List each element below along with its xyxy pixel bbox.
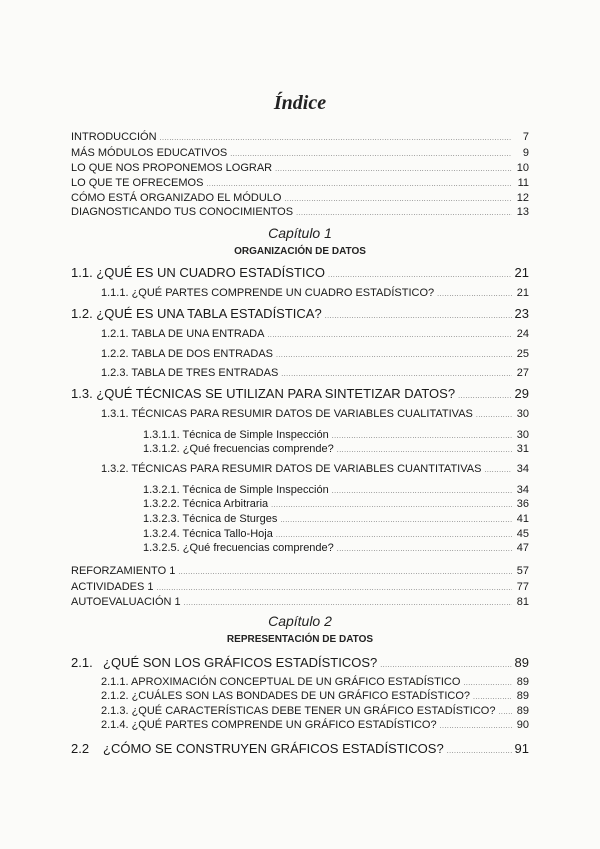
toc-entry-label: 1.2.2. TABLA DE DOS ENTRADAS [101,348,273,360]
toc-entry[interactable] [71,581,529,593]
toc-entry-page: 11 [517,177,529,189]
toc-entry-label: ¿CÓMO SE CONSTRUYEN GRÁFICOS ESTADÍSTICOS? [103,741,444,756]
leader-dots [230,151,512,158]
leader-dots [337,447,512,454]
leader-dots [184,600,512,607]
toc-entry-page: 89 [516,705,529,717]
toc-entry-page: 41 [516,513,529,525]
toc-entry-page: 57 [516,565,529,577]
toc-entry[interactable] [71,147,529,159]
chapter-heading: Capítulo 1 [268,225,332,241]
toc-entry-label: 1.3.2.3. Técnica de Sturges [143,513,278,525]
leader-dots [296,210,512,217]
toc-entry-page: 89 [516,676,529,688]
toc-entry-number: 2.1. [71,655,93,670]
toc-entry-label: AUTOEVALUACIÓN 1 [71,596,181,608]
toc-entry-page: 31 [516,443,529,455]
leader-dots [276,352,512,359]
leader-dots [473,694,512,701]
toc-entry[interactable] [71,265,529,280]
toc-entry-page: 89 [516,690,529,702]
toc-entry[interactable] [101,287,529,299]
toc-entry-page: 27 [516,367,529,379]
leader-dots [275,166,512,173]
chapter-subtitle: ORGANIZACIÓN DE DATOS [234,246,366,257]
chapter-heading: Capítulo 2 [268,613,332,629]
toc-entry-label: 1.3.2.4. Técnica Tallo-Hoja [143,528,273,540]
toc-entry-page: 21 [516,287,529,299]
leader-dots [206,181,512,188]
leader-dots [276,532,512,539]
toc-entry-label: 2.1.2. ¿CUÁLES SON LAS BONDADES DE UN GRÁFICO ESTADÍSTICO? [101,690,470,702]
toc-entry-label: 2.1.4. ¿QUÉ PARTES COMPRENDE UN GRÁFICO ESTADÍSTICO? [101,719,437,731]
toc-entry[interactable] [143,528,529,540]
toc-entry-label: ACTIVIDADES 1 [71,581,154,593]
leader-dots [337,546,512,553]
toc-entry[interactable] [71,741,529,756]
toc-entry-label: 1.3.1. TÉCNICAS PARA RESUMIR DATOS DE VARIABLES CUALITATIVAS [101,408,473,420]
toc-entry-page: 34 [516,463,529,475]
toc-entry[interactable] [101,690,529,702]
toc-entry-page: 34 [516,484,529,496]
toc-entry-page: 13 [516,206,529,218]
leader-dots [267,332,512,339]
toc-entry[interactable] [71,177,529,189]
toc-entry-page: 77 [516,581,529,593]
toc-entry[interactable] [101,348,529,360]
toc-entry-page: 30 [516,429,529,441]
toc-entry-label: 1.3.2.2. Técnica Arbitraria [143,498,269,510]
toc-entry-label: 1.2.3. TABLA DE TRES ENTRADAS [101,367,279,379]
toc-entry-label: ¿QUÉ SON LOS GRÁFICOS ESTADÍSTICOS? [103,655,378,670]
leader-dots [281,371,512,378]
leader-dots [280,517,512,524]
toc-entry[interactable] [143,513,529,525]
toc-entry-page: 9 [522,147,529,159]
leader-dots [447,748,512,755]
toc-entry-label: CÓMO ESTÁ ORGANIZADO EL MÓDULO [71,192,282,204]
leader-dots [440,723,512,730]
toc-entry-label: INTRODUCCIÓN [71,131,157,143]
toc-entry-label: 1.2.1. TABLA DE UNA ENTRADA [101,328,265,340]
toc-entry-page: 12 [516,192,529,204]
leader-dots [463,680,512,687]
toc-entry[interactable] [101,676,529,688]
toc-entry-page: 45 [516,528,529,540]
toc-entry-page: 89 [514,655,529,670]
toc-entry[interactable] [101,328,529,340]
toc-entry[interactable] [143,498,529,510]
toc-entry[interactable] [101,367,529,379]
leader-dots [157,585,512,592]
toc-entry-page: 36 [516,498,529,510]
toc-entry-page: 30 [516,408,529,420]
leader-dots [458,393,511,400]
toc-entry[interactable] [71,386,529,401]
toc-entry-page: 29 [514,386,529,401]
index-title: Índice [273,92,327,114]
toc-entry[interactable] [71,565,529,577]
leader-dots [178,569,512,576]
toc-entry-page: 23 [514,306,529,321]
toc-entry-number: 2.2 [71,741,90,756]
toc-entry[interactable] [71,192,529,204]
toc-entry-page: 91 [514,741,529,756]
toc-entry[interactable] [143,542,529,554]
leader-dots [328,272,512,279]
leader-dots [484,467,512,474]
toc-entry-label: LO QUE TE OFRECEMOS [71,177,204,189]
leader-dots [332,488,512,495]
leader-dots [271,502,512,509]
toc-entry[interactable] [101,408,529,420]
toc-entry-page: 47 [516,542,529,554]
toc-entry-label: MÁS MÓDULOS EDUCATIVOS [71,147,228,159]
toc-entry-page: 10 [516,162,529,174]
toc-entry[interactable] [101,719,529,731]
leader-dots [380,662,511,669]
leader-dots [476,412,512,419]
toc-entry-label: 1.1.1. ¿QUÉ PARTES COMPRENDE UN CUADRO ESTADÍSTICO? [101,287,435,299]
toc-entry-page: 21 [514,265,529,280]
toc-entry-label: 1.3.2.5. ¿Qué frecuencias comprende? [143,542,334,554]
toc-entry-page: 25 [516,348,529,360]
toc-entry-label: 1.3.2.1. Técnica de Simple Inspección [143,484,329,496]
toc-entry-label: 1.3. ¿QUÉ TÉCNICAS SE UTILIZAN PARA SINTETIZAR DATOS? [71,386,456,401]
leader-dots [160,135,512,142]
toc-entry[interactable] [71,655,529,670]
toc-entry-label: LO QUE NOS PROPONEMOS LOGRAR [71,162,273,174]
leader-dots [498,709,512,716]
toc-entry-label: 1.3.1.2. ¿Qué frecuencias comprende? [143,443,334,455]
leader-dots [437,291,512,298]
toc-entry-label: 1.3.1.1. Técnica de Simple Inspección [143,429,329,441]
chapter-subtitle: REPRESENTACIÓN DE DATOS [226,634,374,645]
toc-entry-label: 1.2. ¿QUÉ ES UNA TABLA ESTADÍSTICA? [71,306,322,321]
toc-entry[interactable] [71,596,529,608]
toc-entry-label: 1.3.2. TÉCNICAS PARA RESUMIR DATOS DE VARIABLES CUANTITATIVAS [101,463,482,475]
toc-entry[interactable] [143,484,529,496]
toc-entry[interactable] [71,131,529,143]
toc-entry[interactable] [71,306,529,321]
leader-dots [332,433,512,440]
leader-dots [284,196,512,203]
toc-entry[interactable] [71,206,529,218]
toc-entry-label: 1.1. ¿QUÉ ES UN CUADRO ESTADÍSTICO [71,265,326,280]
toc-entry[interactable] [71,162,529,174]
toc-entry[interactable] [101,463,529,475]
toc-entry-page: 81 [516,596,529,608]
toc-entry-page: 90 [516,719,529,731]
toc-entry-label: 2.1.1. APROXIMACIÓN CONCEPTUAL DE UN GRÁFICO ESTADÍSTICO [101,676,461,688]
toc-entry-label: DIAGNOSTICANDO TUS CONOCIMIENTOS [71,206,294,218]
toc-entry[interactable] [143,443,529,455]
leader-dots [325,313,512,320]
toc-entry-label: REFORZAMIENTO 1 [71,565,176,577]
toc-entry[interactable] [143,429,529,441]
toc-entry-page: 24 [516,328,529,340]
toc-entry-page: 7 [522,131,529,143]
toc-entry-label: 2.1.3. ¿QUÉ CARACTERÍSTICAS DEBE TENER UN GRÁFICO ESTADÍSTICO? [101,705,496,717]
toc-entry[interactable] [101,705,529,717]
